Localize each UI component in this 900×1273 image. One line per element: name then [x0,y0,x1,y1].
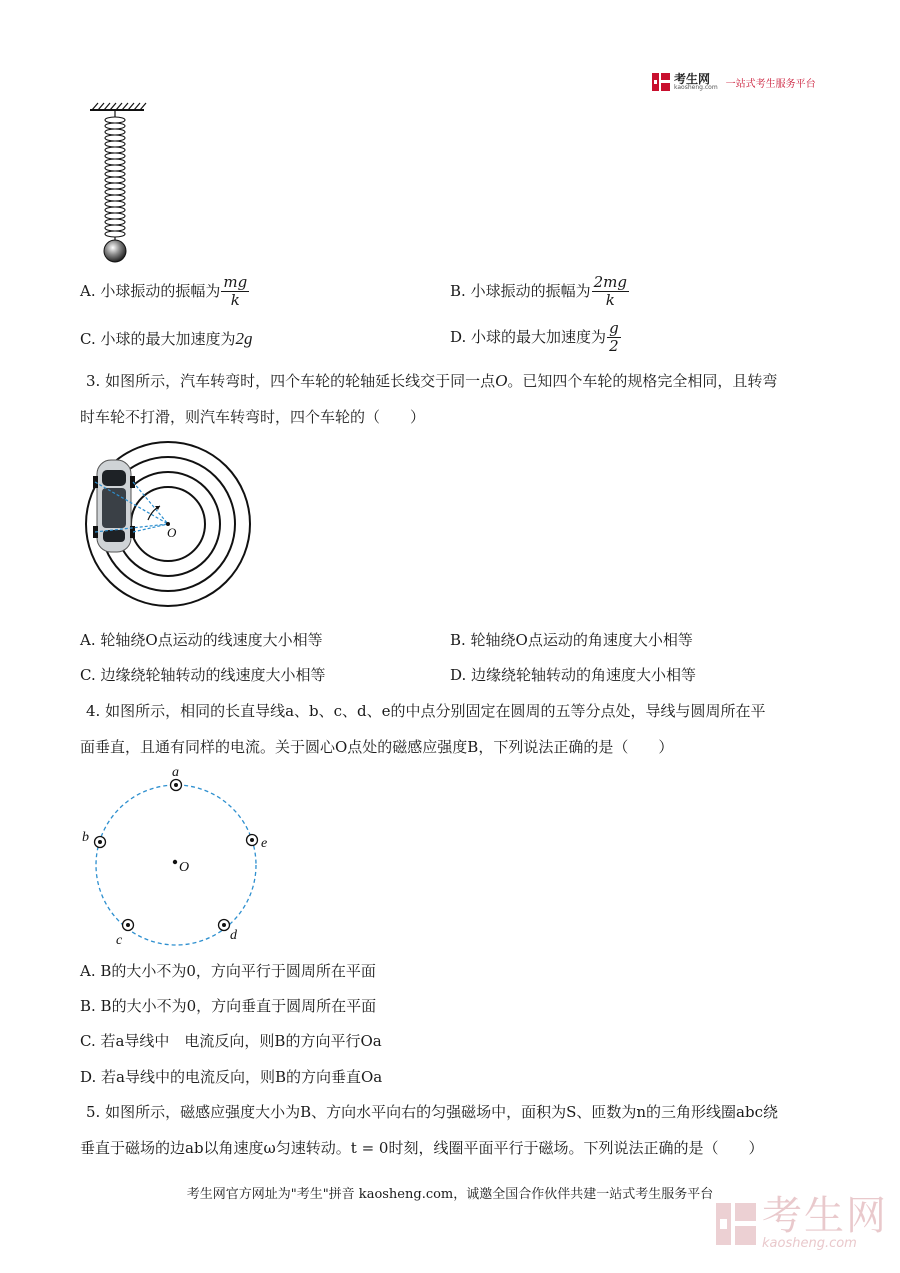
q4-stem-line1: 4. 如图所示，相同的长直导线a、b、c、d、e的中点分别固定在圆周的五等分点处，导线与圆周所在平 [86,702,766,720]
q2-option-d-fraction: $\frac{g}{2}$ [609,319,619,356]
q4-option-c[interactable]: C. 若a导线中 电流反向，则B的方向平行Oa [80,1032,382,1050]
car-turning-figure [80,440,255,610]
wire-label-a: a [172,765,179,780]
wire-c-icon [123,920,134,931]
wire-b-icon [95,837,106,848]
footer-text: 考生网官方网址为"考生"拼音 kaosheng.com，诚邀全国合作伙伴共建一站式考生服务平台 [186,1187,714,1202]
q2-option-a[interactable]: A. 小球振动的振幅为 $\frac{mg}{k}$ [80,273,248,310]
q2-option-a-fraction: $\frac{mg}{k}$ [223,273,248,310]
q3-option-d[interactable]: D. 边缘绕轮轴转动的角速度大小相等 [450,666,697,684]
watermark-url: kaosheng.com [762,1236,857,1251]
wires-circle-figure [76,760,286,950]
watermark-logo-icon [716,1201,756,1247]
wire-label-d: d [230,928,237,943]
q4-option-b[interactable]: B. B的大小不为0，方向垂直于圆周所在平面 [80,997,377,1015]
q3-option-c[interactable]: C. 边缘绕轮轴转动的线速度大小相等 [80,666,326,684]
center-label-o: O [179,860,190,875]
wire-d-icon [219,920,230,931]
wire-label-b: b [82,830,89,845]
spring-pendulum-figure [86,100,156,265]
watermark [716,1193,888,1251]
q3-stem-line2: 时车轮不打滑，则汽车转弯时，四个车轮的（ ） [80,408,426,426]
q4-option-d[interactable]: D. 若a导线中的电流反向，则B的方向垂直Oa [80,1068,383,1086]
wire-label-e: e [261,836,268,851]
logo-url: kaosheng.com [674,84,718,91]
wire-a-icon [171,780,182,791]
q3-option-b[interactable]: B. 轮轴绕O点运动的角速度大小相等 [450,631,693,649]
logo-slogan: 一站式考生服务平台 [725,78,816,90]
logo-mark-icon [652,72,670,92]
q3-stem-line1: 3. 如图所示，汽车转弯时，四个车轮的轮轴延长线交于同一点O。已知四个车轮的规格完全相同，且转弯 [86,371,778,390]
q4-option-a[interactable]: A. B的大小不为0，方向平行于圆周所在平面 [80,962,376,980]
q2-option-c[interactable]: C. 小球的最大加速度为2g [80,329,253,348]
watermark-name: 考生网 [762,1193,888,1239]
wire-label-c: c [116,933,123,948]
q2-option-b-fraction: $\frac{2mg}{k}$ [593,273,627,310]
q5-stem-line2: 垂直于磁场的边ab以角速度ω匀速转动。t = 0时刻，线圈平面平行于磁场。下列说法正确的是（ ） [80,1139,764,1157]
car-figure-label-o: O [167,525,177,540]
header-logo [652,72,816,92]
q5-stem-line1: 5. 如图所示，磁感应强度大小为B、方向水平向右的匀强磁场中，面积为S、匝数为n的三角形线圈abc绕 [86,1103,778,1121]
q4-stem-line2: 面垂直，且通有同样的电流。关于圆心O点处的磁感应强度B，下列说法正确的是（ ） [80,738,674,756]
q2-option-b[interactable]: B. 小球振动的振幅为 $\frac{2mg}{k}$ [450,273,627,310]
car-icon [93,460,135,552]
wire-e-icon [247,835,258,846]
q3-option-a[interactable]: A. 轮轴绕O点运动的线速度大小相等 [80,631,323,649]
q2-option-d[interactable]: D. 小球的最大加速度为 $\frac{g}{2}$ [450,319,619,356]
logo-name: 考生网 [674,72,711,86]
